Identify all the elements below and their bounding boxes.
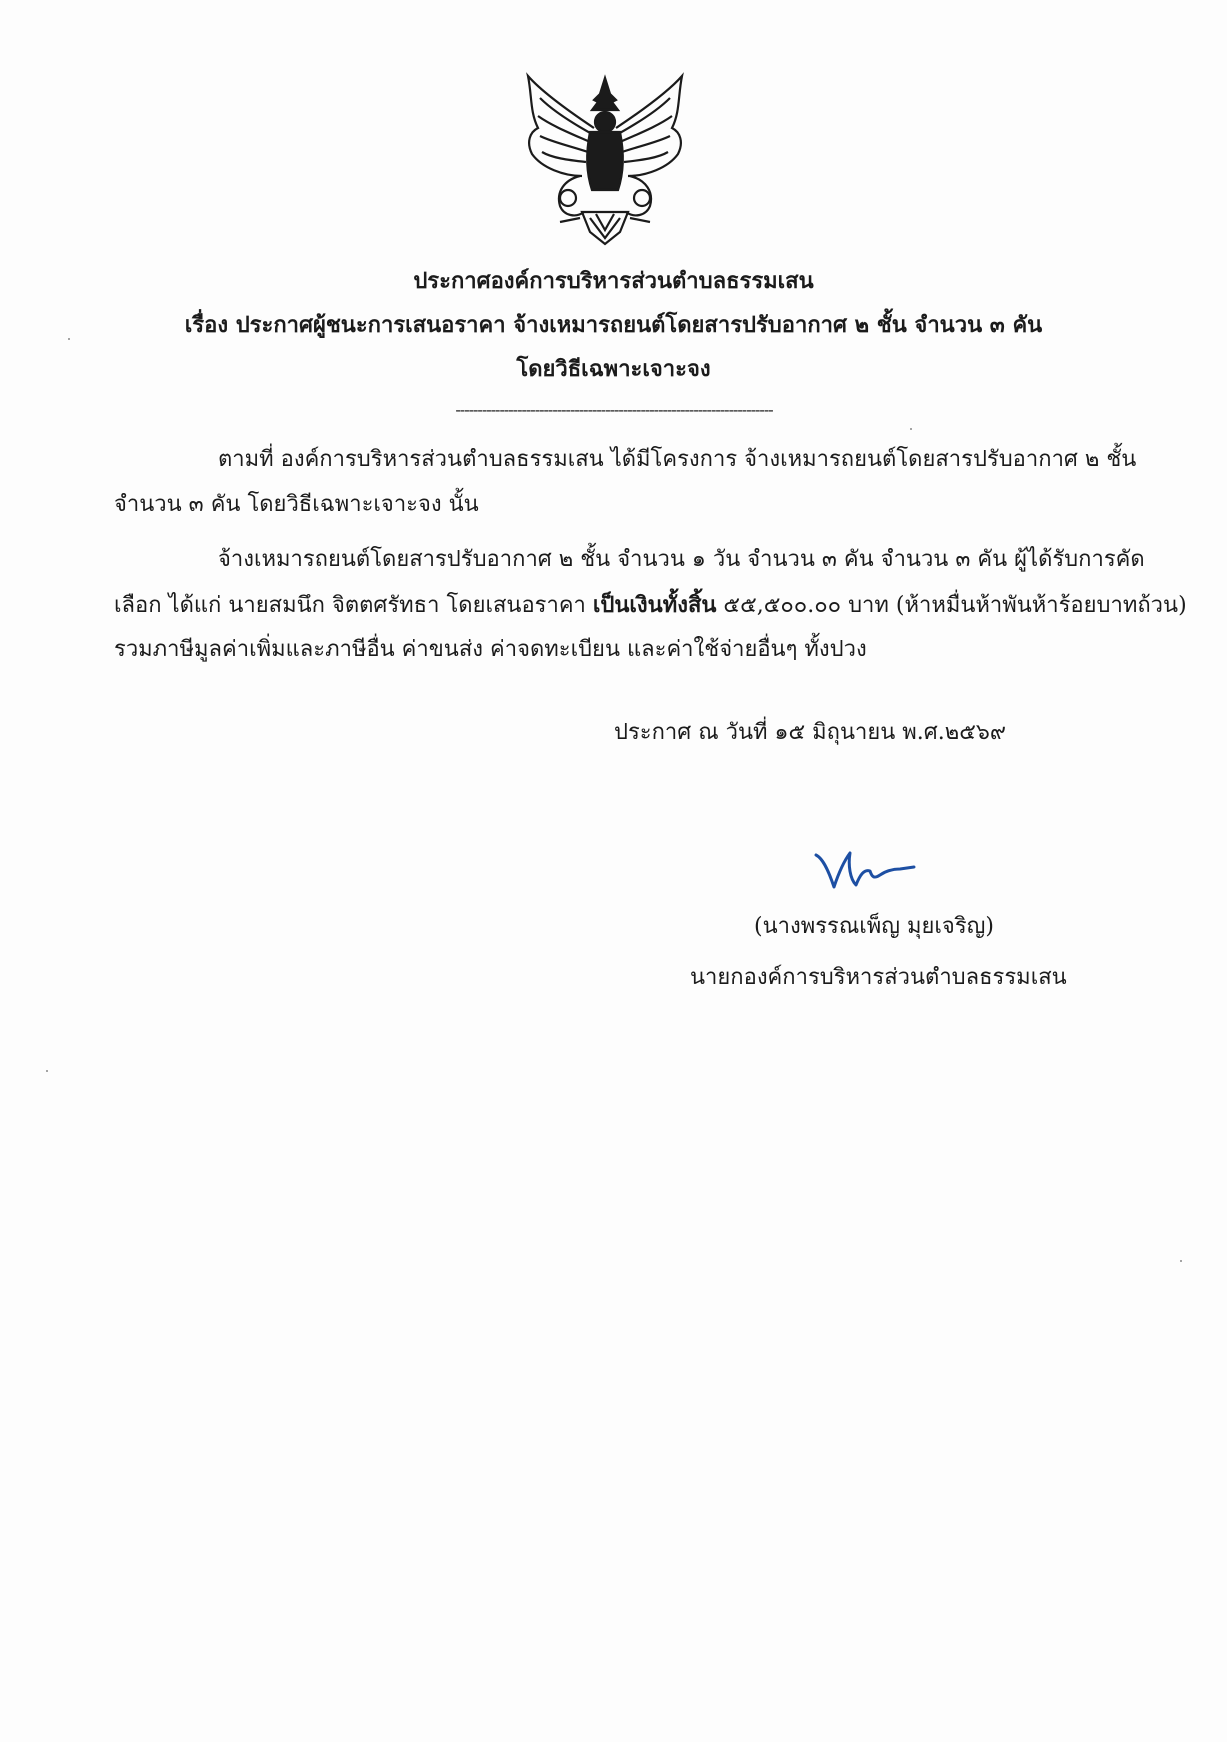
winner-text: เลือก ได้แก่ นายสมนึก จิตตศรัทธา โดยเสนอราคา [114, 593, 593, 618]
announcement-method: โดยวิธีเฉพาะเจาะจง [516, 356, 711, 382]
separator-line: ------------------------------------------------------------------------ [455, 400, 773, 419]
announcement-date: ประกาศ ณ วันที่ ๑๕ มิถุนายน พ.ศ.๒๕๖๙ [614, 720, 1006, 745]
handwritten-signature-icon [810, 845, 920, 895]
garuda-emblem-icon [520, 72, 690, 250]
paragraph-1-line-1: ตามที่ องค์การบริหารส่วนตำบลธรรมเสน ได้มีโครงการ จ้างเหมารถยนต์โดยสารปรับอากาศ ๒ ชั้น [218, 447, 1137, 472]
paragraph-1-line-2: จำนวน ๓ คัน โดยวิธีเฉพาะเจาะจง นั้น [114, 492, 479, 517]
announcement-subject: เรื่อง ประกาศผู้ชนะการเสนอราคา จ้างเหมารถยนต์โดยสารปรับอากาศ ๒ ชั้น จำนวน ๓ คัน [184, 312, 1043, 338]
paragraph-2-line-1: จ้างเหมารถยนต์โดยสารปรับอากาศ ๒ ชั้น จำนวน ๑ วัน จำนวน ๓ คัน จำนวน ๓ คัน ผู้ได้รับการคัด [218, 547, 1145, 572]
signatory-position: นายกองค์การบริหารส่วนตำบลธรรมเสน [690, 965, 1067, 990]
scan-speck [68, 338, 70, 340]
total-amount-value: ๕๕,๕๐๐.๐๐ บาท (ห้าหมื่นห้าพันห้าร้อยบาทถ้วน) [716, 593, 1187, 618]
paragraph-2-line-2 [114, 590, 1187, 621]
paragraph-2-line-3: รวมภาษีมูลค่าเพิ่มและภาษีอื่น ค่าขนส่ง ค่าจดทะเบียน และค่าใช้จ่ายอื่นๆ ทั้งปวง [114, 637, 867, 662]
scan-speck [46, 1070, 48, 1072]
signatory-name: (นางพรรณเพ็ญ มุยเจริญ) [754, 914, 994, 939]
scan-speck [1180, 1260, 1182, 1262]
total-amount-label: เป็นเงินทั้งสิ้น [592, 592, 717, 618]
announcement-org-title: ประกาศองค์การบริหารส่วนตำบลธรรมเสน [413, 268, 814, 294]
scan-speck [910, 428, 912, 430]
